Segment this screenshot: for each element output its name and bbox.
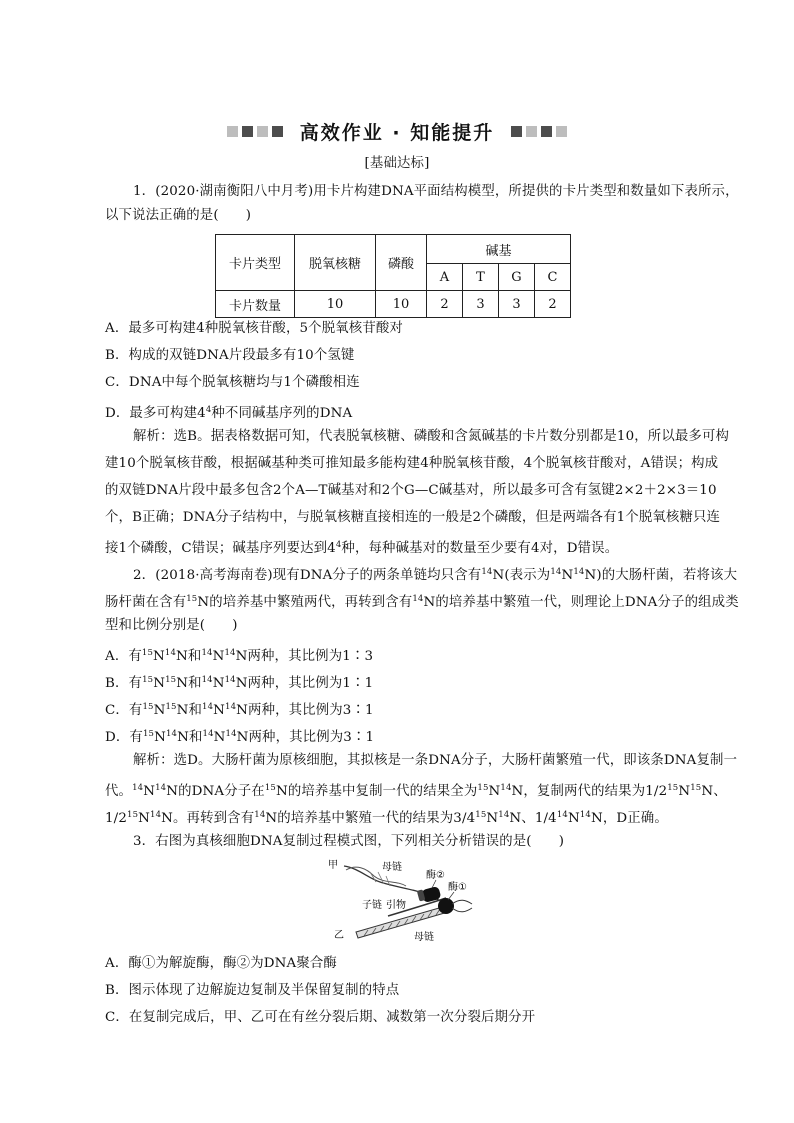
q1-analysis-line-4: 个，B正确；DNA分子结构中，与脱氧核糖直接相连的一般是2个磷酸，但是两端各有1个脱氧核糖只连 bbox=[105, 510, 721, 525]
q2-stem-line-2: 肠杆菌在含有$^{15}$N的培养基中繁殖两代，再转到含有$^{14}$N的培养基中繁殖一代，则理论上DNA分子的组成类 bbox=[105, 594, 739, 610]
table-cell-c: 2 bbox=[535, 291, 571, 318]
table-cell-t: 3 bbox=[463, 291, 499, 318]
table-row-label: 卡片数量 bbox=[216, 291, 295, 318]
leader-line bbox=[432, 880, 436, 888]
q2-analysis-line-3: $1/2^{15}N^{14}N$。再转到含有$^{14}$N的培养基中繁殖一代的结果为$3/4^{15}N^{14}N$、$1/4^{14}N^{14}N$，D正确。 bbox=[105, 810, 668, 826]
label-child-strand: 子链 bbox=[362, 900, 382, 911]
table-base-a: A bbox=[427, 264, 463, 291]
table-cell-g: 3 bbox=[499, 291, 535, 318]
table-cell-phosphate: 10 bbox=[376, 291, 427, 318]
decor-square bbox=[227, 126, 238, 137]
page-header bbox=[0, 118, 794, 145]
q1-option-b: B．构成的双链DNA片段最多有10个氢键 bbox=[105, 348, 355, 363]
card-table bbox=[215, 234, 571, 318]
label-enzyme-2: 酶② bbox=[426, 870, 445, 881]
q2-stem-line-3: 型和比例分别是( ) bbox=[105, 618, 238, 633]
q2-analysis-line-1: 解析：选D。大肠杆菌为原核细胞，其拟核是一条DNA分子，大肠杆菌繁殖一代，即该条DNA复制一 bbox=[133, 753, 738, 768]
decor-square bbox=[526, 126, 537, 137]
table-header-phosphate: 磷酸 bbox=[376, 235, 427, 291]
table-header-sugar: 脱氧核糖 bbox=[295, 235, 376, 291]
q2-analysis-line-2: 代。$^{14}N^{14}N$的DNA分子在$^{15}$N的培养基中复制一代的结果全为$^{15}N^{14}N$，复制两代的结果为$1/2^{15}N^{15}N$、 bbox=[105, 783, 727, 799]
decor-square bbox=[257, 126, 268, 137]
decor-square bbox=[242, 126, 253, 137]
decor-square bbox=[556, 126, 567, 137]
label-jia: 甲 bbox=[328, 860, 338, 871]
q1-analysis-line-5: 接1个磷酸，C错误；碱基序列要达到$4^4$种，每种碱基对的数量至少要有4对，D错误。 bbox=[105, 540, 619, 556]
label-parent-top: 母链 bbox=[382, 862, 402, 873]
table-header-base: 碱基 bbox=[427, 235, 571, 264]
q3-stem: 3．右图为真核细胞DNA复制过程模式图，下列相关分析错误的是( ) bbox=[133, 834, 565, 849]
section-label: [基础达标] bbox=[364, 156, 430, 171]
q1-analysis-line-3: 的双链DNA片段中最多包含2个A—T碱基对和2个G—C碱基对，所以最多可含有氢键2×2＋2×3＝10 bbox=[105, 483, 717, 498]
table-cell-a: 2 bbox=[427, 291, 463, 318]
label-parent-bottom: 母链 bbox=[414, 932, 434, 943]
label-yi: 乙 bbox=[334, 930, 344, 941]
q1-analysis-line-2: 建10个脱氧核苷酸，根据碱基种类可推知最多能构建4种脱氧核苷酸，4个脱氧核苷酸对，A错误；构成 bbox=[105, 456, 719, 471]
q1-stem-line-2: 以下说法正确的是( ) bbox=[105, 208, 252, 223]
q1-option-a: A．最多可构建4种脱氧核苷酸，5个脱氧核苷酸对 bbox=[105, 321, 403, 336]
decor-square bbox=[272, 126, 283, 137]
table-base-c: C bbox=[535, 264, 571, 291]
enzyme-1-shape bbox=[438, 898, 454, 914]
q1-option-d: D．最多可构建$4^4$种不同碱基序列的DNA bbox=[105, 405, 353, 421]
table-cell-sugar: 10 bbox=[295, 291, 376, 318]
q2-option-d: D．有$^{15}N^{14}N$和$^{14}N^{14}N$两种，其比例为3∶1 bbox=[105, 729, 375, 745]
table-header-type: 卡片类型 bbox=[216, 235, 295, 291]
fork-strands bbox=[452, 900, 472, 912]
table-base-g: G bbox=[499, 264, 535, 291]
q2-option-c: C．有$^{15}N^{15}N$和$^{14}N^{14}N$两种，其比例为3∶1 bbox=[105, 702, 374, 718]
decor-square bbox=[511, 126, 522, 137]
dna-replication-figure bbox=[328, 858, 488, 944]
q3-option-a: A．酶①为解旋酶，酶②为DNA聚合酶 bbox=[105, 956, 337, 971]
leader-line bbox=[448, 892, 454, 900]
q2-option-a: A．有$^{15}N^{14}N$和$^{14}N^{14}N$两种，其比例为1∶3 bbox=[105, 648, 374, 664]
label-primer: 引物 bbox=[386, 900, 406, 911]
q2-stem-line-1: 2．(2018·高考海南卷)现有DNA分子的两条单链均只含有$^{14}$N(表示为$^{14}N^{14}N$)的大肠杆菌，若将该大 bbox=[133, 567, 738, 583]
decor-square bbox=[541, 126, 552, 137]
q1-analysis-line-1: 解析：选B。据表格数据可知，代表脱氧核糖、磷酸和含氮碱基的卡片数分别都是10，所以最多可构 bbox=[133, 429, 730, 444]
q1-stem-line-1: 1．(2020·湖南衡阳八中月考)用卡片构建DNA平面结构模型，所提供的卡片类型和数量如下表所示， bbox=[133, 184, 739, 199]
table-base-t: T bbox=[463, 264, 499, 291]
page-title: 高效作业 · 知能提升 bbox=[299, 122, 495, 144]
q3-option-b: B．图示体现了边解旋边复制及半保留复制的特点 bbox=[105, 983, 400, 998]
q2-option-b: B．有$^{15}N^{15}N$和$^{14}N^{14}N$两种，其比例为1∶1 bbox=[105, 675, 374, 691]
q3-option-c: C．在复制完成后，甲、乙可在有丝分裂后期、减数第一次分裂后期分开 bbox=[105, 1010, 536, 1025]
q1-option-c: C．DNA中每个脱氧核糖均与1个磷酸相连 bbox=[105, 375, 360, 390]
label-enzyme-1: 酶① bbox=[448, 882, 467, 893]
